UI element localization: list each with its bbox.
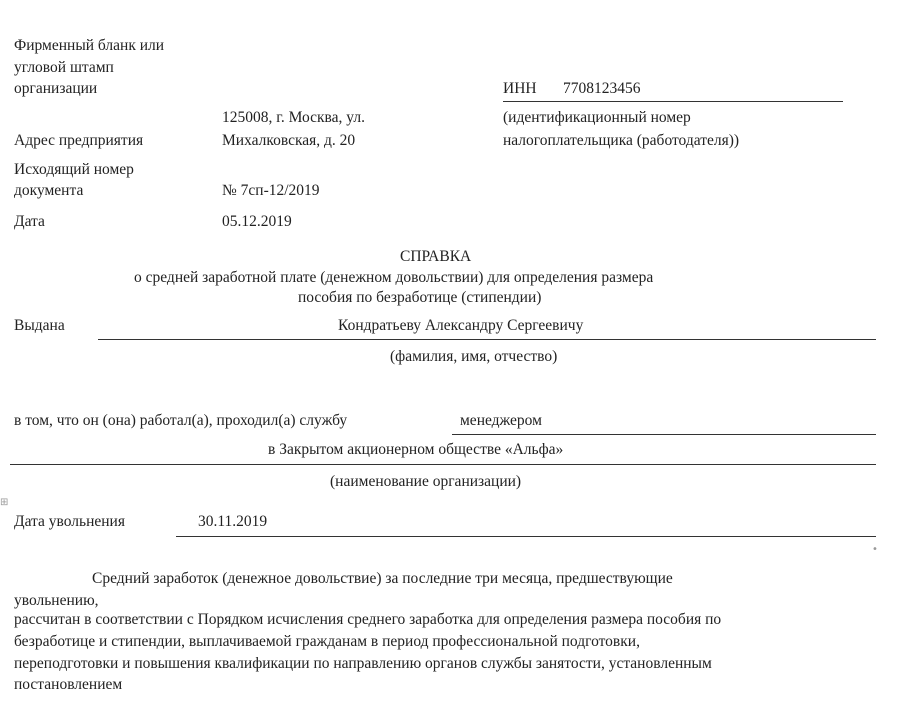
issued-label: Выдана	[14, 317, 65, 334]
position-underline	[452, 434, 876, 435]
body-line-2: увольнению,	[14, 592, 99, 609]
recipient-caption: (фамилия, имя, отчество)	[390, 348, 558, 365]
employment-label: в том, что он (она) работал(а), проходил(а) службу	[14, 412, 348, 429]
inn-caption-line1: (идентификационный номер	[503, 109, 691, 126]
body-line-4: безработице и стипендии, выплачиваемой гражданам в период профессиональной подготовки,	[14, 633, 640, 650]
dismissal-label: Дата увольнения	[14, 513, 125, 530]
doc-number-label-line1: Исходящий номер	[14, 161, 134, 178]
body-line-3: рассчитан в соответствии с Порядком исчисления среднего заработка для определения размера пособия по	[14, 611, 722, 628]
inn-underline	[503, 101, 843, 102]
letterhead-label-line2: угловой штамп	[14, 59, 114, 76]
letterhead-label-line3: организации	[14, 80, 98, 97]
recipient-name: Кондратьеву Александру Сергеевичу	[338, 317, 584, 334]
table-anchor-icon: ⊞	[0, 497, 9, 508]
recipient-underline	[98, 339, 876, 340]
organization-caption: (наименование организации)	[330, 473, 522, 490]
doc-number-label-line2: документа	[14, 182, 84, 199]
date-label: Дата	[14, 213, 45, 230]
address-label: Адрес предприятия	[14, 132, 144, 149]
organization-underline	[10, 464, 876, 465]
position-value: менеджером	[460, 412, 542, 429]
body-line-6: постановлением	[14, 676, 123, 693]
body-line-1: Средний заработок (денежное довольствие) за последние три месяца, предшествующие	[92, 570, 673, 587]
address-value-line2: Михалковская, д. 20	[222, 132, 356, 149]
document-subtitle-line2: пособия по безработице (стипендии)	[298, 289, 542, 306]
date-value: 05.12.2019	[222, 213, 292, 230]
margin-dot-icon: •	[872, 544, 878, 555]
body-line-5: переподготовки и повышения квалификации по направлению органов службы занятости, установленным	[14, 655, 712, 672]
inn-label: ИНН	[503, 80, 537, 97]
inn-value: 7708123456	[563, 80, 641, 97]
dismissal-date: 30.11.2019	[198, 513, 268, 530]
document-subtitle-line1: о средней заработной плате (денежном довольствии) для определения размера	[134, 269, 654, 286]
document-title: СПРАВКА	[400, 248, 472, 265]
organization-name: в Закрытом акционерном обществе «Альфа»	[268, 441, 564, 458]
inn-caption-line2: налогоплательщика (работодателя))	[503, 132, 740, 149]
letterhead-label-line1: Фирменный бланк или	[14, 37, 165, 54]
address-value-line1: 125008, г. Москва, ул.	[222, 109, 365, 126]
doc-number-value: № 7сп-12/2019	[222, 182, 320, 199]
dismissal-underline	[176, 536, 876, 537]
